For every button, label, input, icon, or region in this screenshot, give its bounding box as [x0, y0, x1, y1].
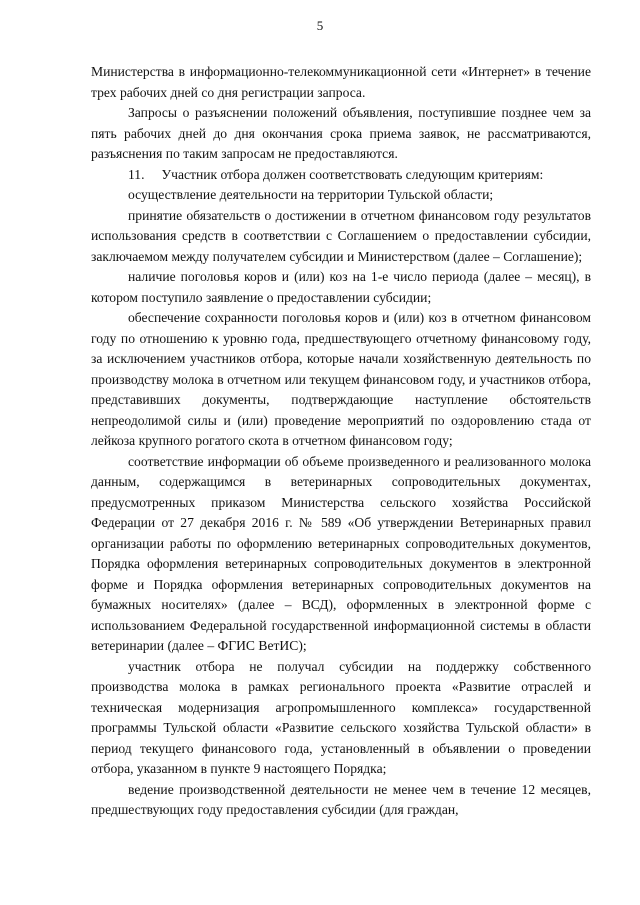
paragraph-production: ведение производственной деятельности не менее чем в течение 12 месяцев, предшествующих году предоставления субсидии (для граждан, [91, 781, 591, 817]
paragraph-obligations: принятие обязательств о достижении в отчетном финансовом году результатов использования средств в соответствии с Соглашением о предоставлении субсидии, заключаемом между получателем субсидии и Министерством (далее – Соглашение); [91, 207, 591, 264]
paragraph-item-11: 11. Участник отбора должен соответствовать следующим критериям: [128, 166, 544, 182]
paragraph-requests: Запросы о разъяснении положений объявления, поступившие позднее чем за пять рабочих дней до дня окончания срока приема заявок, не рассматриваются, разъяснения по таким запросам не предоставляются. [91, 105, 591, 161]
paragraph-livestock: наличие поголовья коров и (или) коз на 1-е число периода (далее – месяц), в котором поступило заявление о предоставлении субсидии; [91, 269, 591, 305]
paragraph-preservation: обеспечение сохранности поголовья коров и (или) коз в отчетном финансовом году по отношению к уровню года, предшествующего отчетному финансовому году, за исключением участников отбора, которые начали хозяйственную деятельность по производству молока в отчетном или текущем финансовом году, и участников отбора, представивших документы, подтверждающие наступление обстоятельств непреодолимой силы и (или) проведение мероприятий по оздоровлению стада от лейкоза крупного рогатого скота в отчетном финансовом году; [91, 310, 591, 448]
paragraph-continuation: Министерства в информационно-телекоммуникационной сети «Интернет» в течение трех рабочих дней со дня регистрации запроса. [91, 64, 591, 100]
paragraph-conformity: соответствие информации об объеме произведенного и реализованного молока данным, содержащимся в ветеринарных сопроводительных документах, предусмотренных приказом Министерства сельского хозяйства Российской Федерации от 27 декабря 2016 г. № 589 «Об утверждении Ветеринарных правил организации работы по оформлению ветеринарных сопроводительных документов, Порядка оформления ветеринарных сопроводительных документов в электронной форме и Порядка оформления ветеринарных сопроводительных документов на бумажных носителях» (далее – ВСД), оформленных в электронной форме с использованием Федеральной государственной информационной системы в области ветеринарии (далее – ФГИС ВетИС); [91, 453, 591, 653]
paragraph-no-subsidy: участник отбора не получал субсидии на поддержку собственного производства молока в рамках регионального проекта «Развитие отраслей и техническая модернизация агропромышленного комплекса» государственной программы Тульской области «Развитие сельского хозяйства Тульской области» в период текущего финансового года, установленный в объявлении о проведении отбора, указанном в пункте 9 настоящего Порядка; [91, 658, 591, 776]
document-body [91, 62, 591, 821]
page-number: 5 [316, 18, 324, 33]
paragraph-tula-activity: осуществление деятельности на территории Тульской области; [128, 187, 494, 202]
